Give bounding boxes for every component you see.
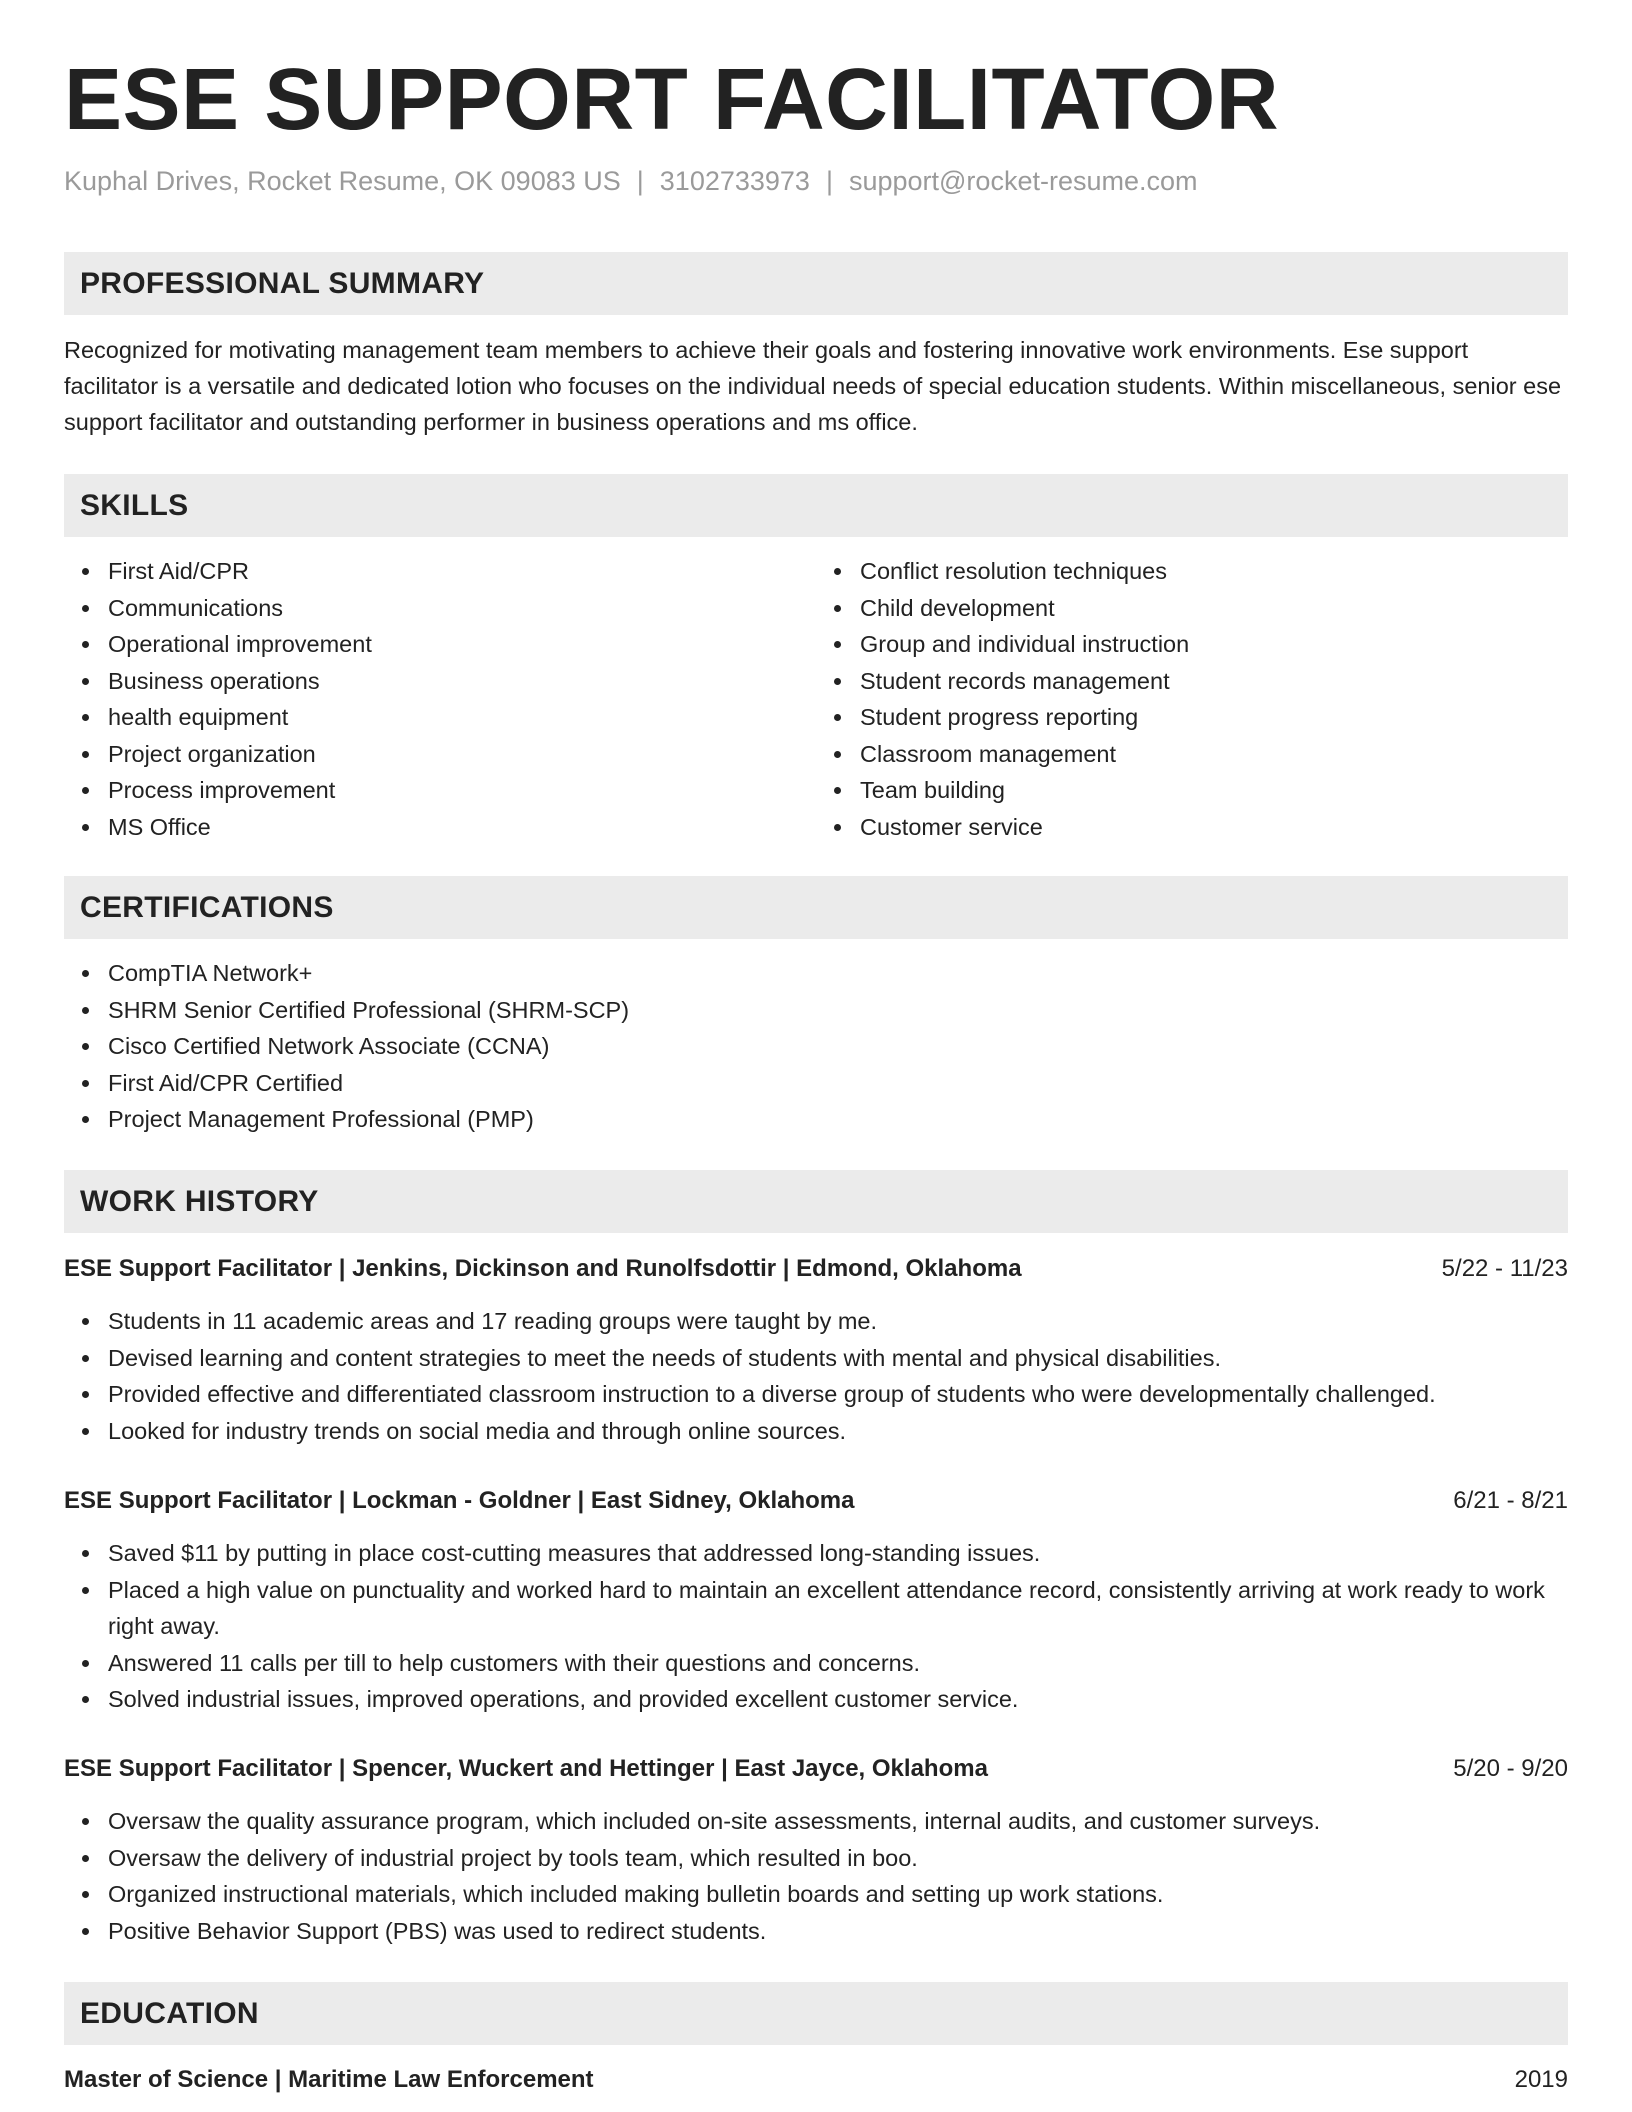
list-item: Oversaw the quality assurance program, which included on-site assessments, internal audits, and customer surveys.	[108, 1803, 1568, 1840]
list-item: Business operations	[108, 663, 816, 700]
section-title-work-history: WORK HISTORY	[80, 1184, 319, 1218]
list-item: Project organization	[108, 736, 816, 773]
list-item: Student records management	[860, 663, 1568, 700]
section-header-summary	[64, 252, 1568, 315]
job-header	[64, 1251, 1568, 1287]
contact-address: Kuphal Drives, Rocket Resume, OK 09083 US	[64, 166, 621, 196]
list-item: Operational improvement	[108, 626, 816, 663]
list-item: Organized instructional materials, which included making bulletin boards and setting up work stations.	[108, 1876, 1568, 1913]
job-bullets	[64, 1803, 1568, 1949]
graduation-year: 2019	[1514, 2066, 1568, 2093]
certifications-block	[64, 955, 1568, 1138]
list-item: Devised learning and content strategies to meet the needs of students with mental and physical disabilities.	[108, 1340, 1568, 1377]
job-header	[64, 1751, 1568, 1787]
list-item: Placed a high value on punctuality and worked hard to maintain an excellent attendance record, consistently arriving at work ready to work right away.	[108, 1572, 1568, 1645]
list-item: Classroom management	[860, 736, 1568, 773]
list-item: Conflict resolution techniques	[860, 553, 1568, 590]
list-item: Positive Behavior Support (PBS) was used to redirect students.	[108, 1913, 1568, 1950]
list-item: Group and individual instruction	[860, 626, 1568, 663]
job-bullets-block	[64, 1803, 1568, 1949]
list-item: Answered 11 calls per till to help customers with their questions and concerns.	[108, 1645, 1568, 1682]
skills-list-right	[816, 553, 1568, 845]
list-item: Oversaw the delivery of industrial project by tools team, which resulted in boo.	[108, 1840, 1568, 1877]
job-bullets	[64, 1535, 1568, 1718]
list-item: Project Management Professional (PMP)	[108, 1101, 1568, 1138]
list-item: CompTIA Network+	[108, 955, 1568, 992]
certifications-list	[64, 955, 1568, 1138]
list-item: SHRM Senior Certified Professional (SHRM-SCP)	[108, 992, 1568, 1029]
job-title: ESE Support Facilitator | Jenkins, Dickinson and Runolfsdottir | Edmond, Oklahoma	[64, 1255, 1022, 1282]
contact-separator: |	[636, 166, 644, 196]
list-item: Customer service	[860, 809, 1568, 846]
list-item: Provided effective and differentiated classroom instruction to a diverse group of students who were developmentally challenged.	[108, 1376, 1568, 1413]
section-header-work-history	[64, 1170, 1568, 1233]
degree-title: Master of Science | Maritime Law Enforcement	[64, 2066, 594, 2093]
summary-text: Recognized for motivating management team members to achieve their goals and fostering innovative work environments. Ese support facilitator is a versatile and dedicated lotion who focuses on the individual needs of special education students. Within miscellaneous, senior ese support facilitator and outstanding performer in business operations and ms office.	[64, 337, 1562, 435]
section-header-education	[64, 1982, 1568, 2045]
contact-line	[64, 166, 1198, 197]
list-item: Student progress reporting	[860, 699, 1568, 736]
job-header	[64, 1483, 1568, 1519]
job-dates: 6/21 - 8/21	[1453, 1487, 1568, 1514]
list-item: Solved industrial issues, improved operations, and provided excellent customer service.	[108, 1681, 1568, 1718]
section-header-skills	[64, 474, 1568, 537]
list-item: Looked for industry trends on social media and through online sources.	[108, 1413, 1568, 1450]
job-title: ESE Support Facilitator | Lockman - Goldner | East Sidney, Oklahoma	[64, 1487, 855, 1514]
education-entry	[64, 2062, 1568, 2098]
list-item: Child development	[860, 590, 1568, 627]
section-title-education: EDUCATION	[80, 1996, 259, 2030]
list-item: First Aid/CPR Certified	[108, 1065, 1568, 1102]
section-title-certifications: CERTIFICATIONS	[80, 890, 334, 924]
list-item: Saved $11 by putting in place cost-cutting measures that addressed long-standing issues.	[108, 1535, 1568, 1572]
job-bullets-block	[64, 1535, 1568, 1718]
job-bullets	[64, 1303, 1568, 1449]
list-item: Process improvement	[108, 772, 816, 809]
list-item: Communications	[108, 590, 816, 627]
contact-separator: |	[825, 166, 833, 196]
skills-list-left	[64, 553, 816, 845]
job-dates: 5/22 - 11/23	[1441, 1255, 1568, 1282]
contact-phone: 3102733973	[659, 166, 810, 196]
candidate-name: ESE SUPPORT FACILITATOR	[64, 51, 1280, 148]
section-header-certifications	[64, 876, 1568, 939]
skills-columns	[64, 553, 1568, 845]
contact-email: support@rocket-resume.com	[848, 166, 1198, 196]
list-item: MS Office	[108, 809, 816, 846]
list-item: health equipment	[108, 699, 816, 736]
job-bullets-block	[64, 1303, 1568, 1449]
job-dates: 5/20 - 9/20	[1453, 1755, 1568, 1782]
list-item: First Aid/CPR	[108, 553, 816, 590]
job-title: ESE Support Facilitator | Spencer, Wuckert and Hettinger | East Jayce, Oklahoma	[64, 1755, 988, 1782]
list-item: Team building	[860, 772, 1568, 809]
section-title-skills: SKILLS	[80, 488, 189, 522]
list-item: Cisco Certified Network Associate (CCNA)	[108, 1028, 1568, 1065]
section-title-summary: PROFESSIONAL SUMMARY	[80, 266, 485, 300]
list-item: Students in 11 academic areas and 17 reading groups were taught by me.	[108, 1303, 1568, 1340]
